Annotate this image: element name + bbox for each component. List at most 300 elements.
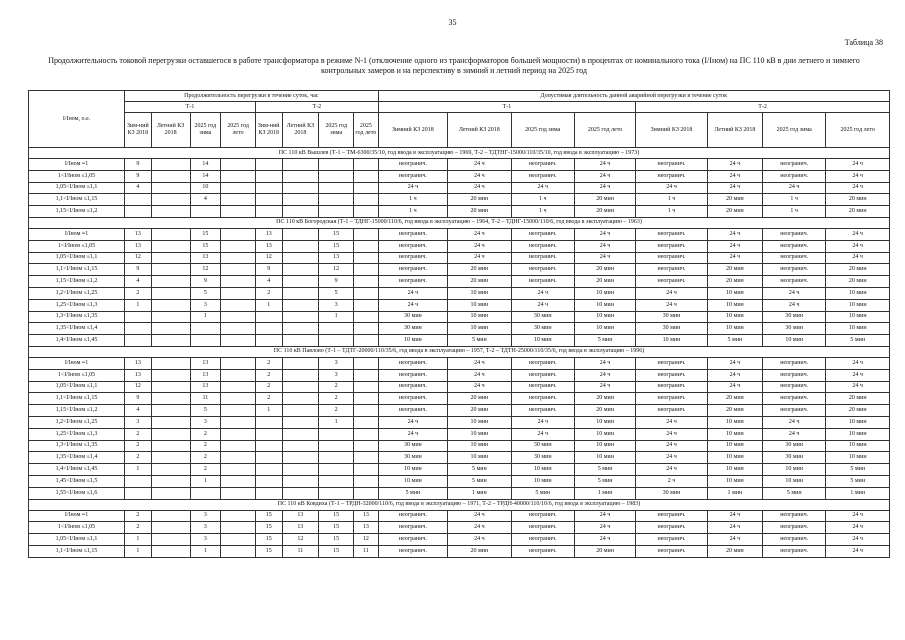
table-cell (255, 335, 282, 347)
table-cell: 1 (190, 475, 221, 487)
table-cell: 20 мин (707, 545, 762, 557)
table-cell: 14 (190, 159, 221, 171)
table-cell (354, 252, 379, 264)
table-cell: 20 мин (574, 545, 635, 557)
table-cell: 12 (354, 534, 379, 546)
table-cell (319, 323, 354, 335)
table-cell: неогранич. (511, 228, 574, 240)
table-cell: 30 мин (636, 487, 708, 499)
table-cell (151, 159, 190, 171)
table-cell (125, 206, 152, 218)
table-cell (319, 487, 354, 499)
table-cell: 24 ч (826, 522, 890, 534)
table-cell: неогранич. (378, 276, 448, 288)
table-cell: 1 мин (574, 487, 635, 499)
table-cell: 24 ч (574, 369, 635, 381)
ratio-cell: 1,15<I/Iном ≤1,2 (29, 405, 125, 417)
table-row (29, 545, 890, 557)
table-cell: 13 (125, 369, 152, 381)
table-cell (354, 440, 379, 452)
table-cell: 5 мин (574, 475, 635, 487)
table-cell: 1 ч (636, 206, 708, 218)
table-cell: 24 ч (574, 228, 635, 240)
table-label: Таблица 38 (844, 38, 883, 47)
table-cell: неогранич. (762, 369, 825, 381)
table-cell: 10 мин (707, 475, 762, 487)
ratio-cell: 1,05<I/Iном ≤1,1 (29, 381, 125, 393)
table-cell: 24 ч (826, 510, 890, 522)
table-cell: 1 ч (378, 194, 448, 206)
table-cell: 3 (190, 510, 221, 522)
table-cell: 24 ч (707, 357, 762, 369)
table-row (29, 522, 890, 534)
table-cell: 9 (125, 159, 152, 171)
table-cell: 30 мин (762, 311, 825, 323)
table-cell: 24 ч (707, 170, 762, 182)
table-cell: 13 (255, 240, 282, 252)
table-cell: 10 мин (762, 335, 825, 347)
table-cell: 24 ч (574, 381, 635, 393)
table-cell: 3 (319, 369, 354, 381)
table-cell: 1 ч (762, 194, 825, 206)
table-row (29, 381, 890, 393)
table-cell: неогранич. (378, 159, 448, 171)
table-cell (319, 428, 354, 440)
table-cell: 2 (125, 510, 152, 522)
table-cell (354, 381, 379, 393)
table-cell (151, 545, 190, 557)
table-cell (190, 335, 221, 347)
table-cell: 10 мин (826, 323, 890, 335)
table-cell: 20 мин (707, 276, 762, 288)
table-cell (282, 487, 319, 499)
table-cell: 24 ч (448, 522, 511, 534)
table-cell: неогранич. (511, 381, 574, 393)
table-row (29, 464, 890, 476)
table-cell: 20 мин (826, 264, 890, 276)
table-cell: 1 (255, 299, 282, 311)
table-cell: неогранич. (378, 252, 448, 264)
table-cell: 30 мин (762, 440, 825, 452)
table-caption: Продолжительность токовой перегрузки оставшегося в работе трансформатора в режиме N-1 (отключение одного из трансформаторов большей мощности) в процентах от номинального тока (I/Iном) на ПС 110 кВ в дни летнего и зимнего контрольных замеров и на перспективу в зимний и летний период на 2025 год (48, 56, 860, 75)
table-cell (354, 369, 379, 381)
ratio-cell: 1<I/Iном ≤1,05 (29, 522, 125, 534)
table-cell (151, 335, 190, 347)
table-cell (221, 393, 256, 405)
table-cell (282, 252, 319, 264)
overload-duration-header: Продолжительность перегрузки в течение суток, час (125, 91, 379, 102)
table-cell (151, 323, 190, 335)
table-cell: 10 мин (707, 452, 762, 464)
table-cell (354, 194, 379, 206)
table-cell (319, 206, 354, 218)
table-cell: 12 (282, 534, 319, 546)
table-cell (354, 276, 379, 288)
table-cell (151, 311, 190, 323)
permissible-duration-header: Допустимая длительность данной аварийной перегрузки в течение суток (378, 91, 889, 102)
table-cell: 24 ч (826, 170, 890, 182)
table-cell: 10 мин (574, 416, 635, 428)
table-cell: 20 мин (574, 405, 635, 417)
sub-header: Зимний КЗ 2018 (636, 113, 708, 148)
table-cell: неогранич. (378, 545, 448, 557)
table-cell (221, 264, 256, 276)
table-cell (221, 357, 256, 369)
table-cell (282, 182, 319, 194)
table-cell: 2 (255, 369, 282, 381)
table-cell: неогранич. (378, 228, 448, 240)
table-cell: 9 (190, 276, 221, 288)
table-cell (151, 287, 190, 299)
table-cell (221, 311, 256, 323)
table-cell (255, 206, 282, 218)
table-cell (221, 287, 256, 299)
table-cell: 24 ч (636, 416, 708, 428)
table-cell (282, 170, 319, 182)
table-cell: неогранич. (511, 534, 574, 546)
table-cell (255, 323, 282, 335)
table-cell: 10 мин (448, 440, 511, 452)
table-cell: 4 (190, 194, 221, 206)
table-cell: 24 ч (378, 182, 448, 194)
table-cell: 4 (125, 182, 152, 194)
table-cell: 30 мин (511, 323, 574, 335)
table-cell: 1 (125, 534, 152, 546)
ratio-cell: 1,4<I/Iном ≤1,45 (29, 464, 125, 476)
page-number: 35 (448, 18, 457, 27)
ratio-cell: 1,1<I/Iном ≤1,15 (29, 194, 125, 206)
table-cell (190, 206, 221, 218)
table-cell: 20 мин (448, 545, 511, 557)
table-cell: 1 (125, 545, 152, 557)
table-row (29, 170, 890, 182)
table-cell: 20 мин (448, 206, 511, 218)
ratio-cell: 1,15<I/Iном ≤1,2 (29, 206, 125, 218)
table-cell: 30 мин (378, 323, 448, 335)
table-cell: неогранич. (636, 510, 708, 522)
table-cell: неогранич. (636, 534, 708, 546)
table-cell: 13 (190, 357, 221, 369)
table-cell: 1 (190, 311, 221, 323)
table-cell (221, 276, 256, 288)
table-cell (255, 428, 282, 440)
table-cell: 24 ч (448, 357, 511, 369)
table-cell: 13 (282, 510, 319, 522)
table-cell (151, 452, 190, 464)
table-cell: 10 мин (574, 428, 635, 440)
table-cell: 2 (190, 464, 221, 476)
table-cell: 24 ч (574, 522, 635, 534)
table-cell: неогранич. (378, 405, 448, 417)
section-title: ПС 110 кВ Ковдиха (Т-1 – ТРДН-32000/110/6, год ввода в эксплуатацию – 1971, Т-2 – ТРДН-40000/110/10/6, год ввода в эксплуатацию – 1983) (29, 499, 890, 510)
table-cell: 24 ч (511, 299, 574, 311)
table-cell (151, 534, 190, 546)
table-cell: 3 (319, 357, 354, 369)
table-cell: неогранич. (762, 357, 825, 369)
sub-header: Зим-ний КЗ 2018 (125, 113, 152, 148)
table-cell: 24 ч (448, 170, 511, 182)
table-cell: 24 ч (378, 299, 448, 311)
table-cell (354, 335, 379, 347)
table-row (29, 159, 890, 171)
sub-header: Летний КЗ 2018 (707, 113, 762, 148)
ratio-cell: 1,3<I/Iном ≤1,35 (29, 440, 125, 452)
table-cell: 15 (319, 510, 354, 522)
table-cell: 2 (190, 452, 221, 464)
table-cell: 24 ч (636, 464, 708, 476)
t1-header: Т-1 (378, 102, 636, 113)
table-cell: 1 мин (448, 487, 511, 499)
table-cell (282, 369, 319, 381)
table-cell: 10 мин (448, 323, 511, 335)
ratio-cell: I/Iном ≡1 (29, 357, 125, 369)
table-cell (221, 522, 256, 534)
table-cell: 30 мин (636, 311, 708, 323)
ratio-cell: 1<I/Iном ≤1,05 (29, 240, 125, 252)
table-row (29, 182, 890, 194)
table-cell (282, 206, 319, 218)
table-cell: 3 (190, 522, 221, 534)
table-cell: 24 ч (511, 428, 574, 440)
table-row (29, 440, 890, 452)
table-cell: 3 (190, 534, 221, 546)
table-cell: 24 ч (707, 252, 762, 264)
table-cell (221, 206, 256, 218)
table-cell: 24 ч (826, 252, 890, 264)
table-cell: 13 (255, 228, 282, 240)
table-cell: 15 (255, 534, 282, 546)
table-cell: 11 (354, 545, 379, 557)
table-cell: 20 мин (826, 206, 890, 218)
ratio-cell: 1,2<I/Iном ≤1,25 (29, 287, 125, 299)
table-cell: 1 ч (511, 194, 574, 206)
table-row (29, 264, 890, 276)
table-cell: 24 ч (511, 287, 574, 299)
ratio-cell: I/Iном ≡1 (29, 159, 125, 171)
table-cell (221, 228, 256, 240)
table-cell (221, 464, 256, 476)
table-cell (125, 311, 152, 323)
sub-header: 2025 год лето (826, 113, 890, 148)
table-cell (354, 452, 379, 464)
table-cell (354, 287, 379, 299)
table-cell (221, 381, 256, 393)
table-cell: неогранич. (511, 170, 574, 182)
ratio-header: I/Iном, о.е. (29, 91, 125, 148)
table-cell: 24 ч (826, 228, 890, 240)
table-cell: неогранич. (636, 240, 708, 252)
table-cell (319, 475, 354, 487)
table-cell (190, 487, 221, 499)
table-cell (151, 194, 190, 206)
table-cell: 24 ч (574, 252, 635, 264)
table-cell: неогранич. (636, 369, 708, 381)
table-cell: неогранич. (762, 510, 825, 522)
table-cell: 24 ч (574, 534, 635, 546)
table-cell: 2 (255, 287, 282, 299)
sub-header: 2025 год зима (190, 113, 221, 148)
table-row (29, 228, 890, 240)
table-cell (282, 276, 319, 288)
table-cell (221, 510, 256, 522)
table-cell: 10 мин (511, 464, 574, 476)
table-cell (151, 228, 190, 240)
table-cell: неогранич. (762, 522, 825, 534)
table-cell: 24 ч (448, 182, 511, 194)
table-cell: 1 ч (378, 206, 448, 218)
table-cell: 5 мин (378, 487, 448, 499)
table-cell: 10 мин (826, 440, 890, 452)
table-cell: неогранич. (636, 170, 708, 182)
table-cell: неогранич. (378, 510, 448, 522)
table-cell: неогранич. (762, 240, 825, 252)
table-cell: 24 ч (636, 428, 708, 440)
table-cell: 30 мин (762, 452, 825, 464)
table-cell: 20 мин (574, 206, 635, 218)
table-cell: неогранич. (762, 393, 825, 405)
table-cell (221, 240, 256, 252)
table-cell: 2 (125, 440, 152, 452)
table-cell: неогранич. (511, 545, 574, 557)
table-cell: 15 (255, 510, 282, 522)
table-cell: 10 мин (574, 299, 635, 311)
table-cell: 24 ч (707, 159, 762, 171)
ratio-cell: 1<I/Iном ≤1,05 (29, 369, 125, 381)
table-cell: 24 ч (378, 428, 448, 440)
table-cell: 5 мин (826, 464, 890, 476)
table-cell (221, 369, 256, 381)
table-cell (282, 311, 319, 323)
table-cell: 1 (319, 311, 354, 323)
table-cell (319, 194, 354, 206)
table-cell: 15 (190, 228, 221, 240)
sub-header: 2025 год зима (762, 113, 825, 148)
table-cell (151, 428, 190, 440)
table-cell: неогранич. (511, 264, 574, 276)
table-cell: 15 (319, 228, 354, 240)
table-cell: 10 мин (826, 428, 890, 440)
table-cell: 10 мин (448, 428, 511, 440)
table-cell: 24 ч (826, 182, 890, 194)
table-cell: 5 мин (574, 464, 635, 476)
sub-header: 2025 год лето (221, 113, 256, 148)
table-cell (151, 369, 190, 381)
table-cell: 20 мин (826, 405, 890, 417)
table-cell: 20 мин (707, 405, 762, 417)
ratio-cell: 1,05<I/Iном ≤1,1 (29, 534, 125, 546)
ratio-cell: 1,25<I/Iном ≤1,3 (29, 428, 125, 440)
t2-header: Т-2 (636, 102, 890, 113)
table-cell: 2 (319, 405, 354, 417)
table-cell: 24 ч (707, 381, 762, 393)
table-cell: 10 мин (707, 464, 762, 476)
table-cell: 3 (190, 299, 221, 311)
table-cell: 24 ч (448, 159, 511, 171)
table-cell: 13 (190, 369, 221, 381)
ratio-cell: 1,1<I/Iном ≤1,15 (29, 393, 125, 405)
table-cell: 20 мин (448, 276, 511, 288)
table-cell: 10 мин (707, 428, 762, 440)
table-cell (319, 159, 354, 171)
table-cell: 24 ч (511, 182, 574, 194)
table-cell: 10 мин (574, 440, 635, 452)
table-cell: 10 мин (636, 335, 708, 347)
table-cell: 2 (125, 452, 152, 464)
section-row (29, 346, 890, 357)
ratio-cell: 1<I/Iном ≤1,05 (29, 170, 125, 182)
table-cell (221, 452, 256, 464)
table-cell: 24 ч (448, 381, 511, 393)
table-cell (282, 428, 319, 440)
table-cell (319, 452, 354, 464)
table-cell (255, 416, 282, 428)
table-cell (151, 170, 190, 182)
table-cell: 5 (190, 405, 221, 417)
table-cell: 10 мин (762, 475, 825, 487)
table-cell: неогранич. (511, 393, 574, 405)
table-cell: неогранич. (762, 228, 825, 240)
table-cell: 30 мин (378, 440, 448, 452)
table-cell (354, 323, 379, 335)
table-cell: 2 (319, 393, 354, 405)
table-cell: 10 мин (707, 311, 762, 323)
table-row (29, 405, 890, 417)
table-cell (151, 510, 190, 522)
table-cell (221, 252, 256, 264)
ratio-cell: 1,35<I/Iном ≤1,4 (29, 323, 125, 335)
section-title: ПС 110 кВ Вышлев (Т-1 – ТМ-6300/35/10, год ввода в эксплуатацию – 1969, Т-2 – ТДТНГ-15000/110/35/10, год ввода в эксплуатацию – 1973) (29, 148, 890, 159)
ratio-cell: 1,4<I/Iном ≤1,45 (29, 335, 125, 347)
table-cell: неогранич. (636, 545, 708, 557)
table-cell (255, 182, 282, 194)
ratio-cell: 1,55<I/Iном ≤1,6 (29, 487, 125, 499)
table-cell (125, 335, 152, 347)
table-cell (221, 335, 256, 347)
table-cell: неогранич. (378, 264, 448, 276)
table-row (29, 475, 890, 487)
table-cell: неогранич. (378, 369, 448, 381)
table-cell: неогранич. (511, 405, 574, 417)
table-cell (319, 440, 354, 452)
table-cell: 1 (190, 545, 221, 557)
section-title: ПС 110 кВ Богородская (Т-1 – ТДНГ-15000/110/6, год ввода в эксплуатацию – 1964, Т-2 – ТДНГ-15000/110/6, год ввода в эксплуатацию – 1963) (29, 217, 890, 228)
table-cell: 10 мин (826, 452, 890, 464)
table-cell (255, 159, 282, 171)
table-cell: неогранич. (511, 369, 574, 381)
table-cell (221, 534, 256, 546)
table-cell: 2 (190, 428, 221, 440)
table-cell (354, 159, 379, 171)
ratio-cell: 1,1<I/Iном ≤1,15 (29, 545, 125, 557)
table-cell (255, 452, 282, 464)
table-cell: 24 ч (574, 357, 635, 369)
table-cell: неогранич. (636, 381, 708, 393)
table-cell (151, 487, 190, 499)
table-cell: 10 мин (378, 475, 448, 487)
ratio-cell: 1,05<I/Iном ≤1,1 (29, 252, 125, 264)
table-cell (255, 194, 282, 206)
table-cell: 2 ч (636, 475, 708, 487)
table-row (29, 206, 890, 218)
table-cell (354, 170, 379, 182)
section-row (29, 217, 890, 228)
table-cell (354, 475, 379, 487)
table-cell: 2 (190, 440, 221, 452)
table-cell (151, 276, 190, 288)
table-cell (282, 240, 319, 252)
table-cell: 10 мин (762, 464, 825, 476)
table-cell: неогранич. (636, 393, 708, 405)
